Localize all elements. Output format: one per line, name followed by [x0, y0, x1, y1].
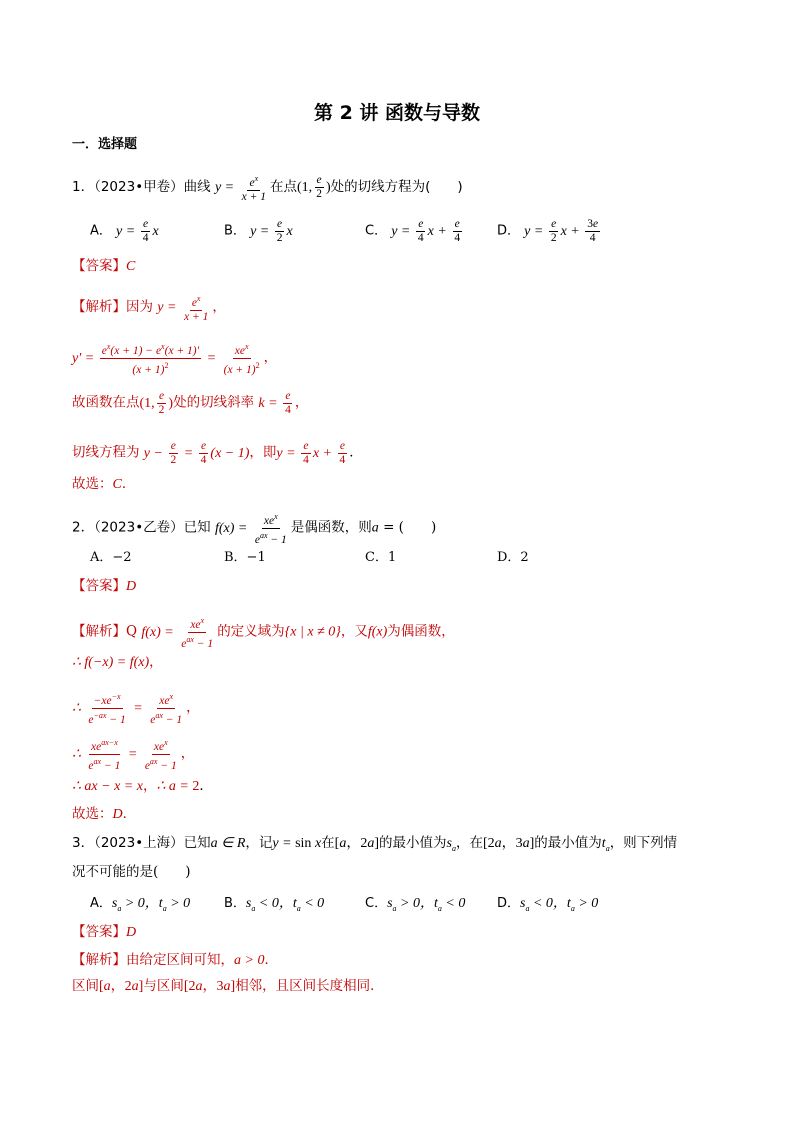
- q1-solution-line-2: y′ = $\frac{e^x(x + 1) - e^x(x + 1)'}{(x + 1)^2}$ = $\frac{xe^x}{(x + 1)^2}$ ，: [72, 342, 278, 376]
- q1-conclusion: 故选：C．: [72, 476, 136, 492]
- q2-solution-line-3: ∴ $\frac{-xe^{-x}}{e^{-ax} - 1}$ = $\frac{xe^x}{e^{ax} - 1}$ ，: [72, 692, 200, 726]
- q3-solution-line-1: 【解析】由给定区间可知，a > 0．: [72, 952, 278, 968]
- q3-option-b: B．$s_a < 0$，$t_a < 0$: [224, 896, 325, 913]
- q2-solution-line-2: ∴ f(−x) = f(x)，: [72, 654, 163, 670]
- q1-option-c: C． y = $\frac{e}{4}$ x + $\frac{e}{4}$: [365, 218, 461, 244]
- q3-option-a: A．$s_a > 0$，$t_a > 0$: [90, 896, 191, 913]
- q3-stem-line-1: 3．（2023•上海）已知a ∈ R，记y = sin x在[a，2a]的最小值为$s_a$，在[2a，3a]的最小值为$t_a$，则下列情: [72, 835, 678, 853]
- q1-option-b: B． y = $\frac{e}{2}$ x: [224, 218, 293, 244]
- page-title: 第 2 讲 函数与导数: [313, 102, 481, 124]
- q2-option-d: D．2: [497, 550, 529, 565]
- q3-solution-line-2: 区间[a，2a]与区间[2a，3a]相邻，且区间长度相同．: [72, 978, 384, 994]
- q2-solution-line-1: 【解析】Q f(x) = $\frac{xe^x}{e^{ax} - 1}$ 的定义域为{x | x ≠ 0}，又f(x)为偶函数，: [72, 616, 455, 650]
- q2-conclusion: 故选：D．: [72, 806, 137, 822]
- section-heading: 一．选择题: [72, 137, 138, 152]
- q3-answer: 【答案】D: [72, 924, 137, 940]
- q1-solution-line-4: 切线方程为 y − $\frac{e}{2}$ = $\frac{e}{4}$ (x − 1)，即y = $\frac{e}{4}$ x + $\frac{e}{4}$ ．: [72, 440, 363, 466]
- q2-option-a: A．−2: [90, 550, 132, 565]
- q3-option-d: D．$s_a < 0$，$t_a > 0$: [497, 896, 599, 913]
- q1-option-d: D． y = $\frac{e}{2}$ x + $\frac{3e}{4}$: [497, 218, 599, 244]
- q3-stem-line-2: 况不可能的是( ): [72, 864, 191, 880]
- q1-solution-line-3: 故函数在点(1, $\frac{e}{2}$ )处的切线斜率 k = $\frac{e}{4}$ ，: [72, 390, 309, 416]
- q2-answer: 【答案】D: [72, 578, 137, 594]
- q1-stem: 1．（2023•甲卷）曲线 y = $\frac{e^x}{x + 1}$ 在点(1, $\frac{e}{2}$ )处的切线方程为( ): [72, 174, 463, 203]
- q2-stem: 2．（2023•乙卷）已知 f(x) = $\frac{xe^x}{e^{ax} - 1}$ 是偶函数，则a = ( ): [72, 512, 437, 546]
- q1-option-a: A． y = $\frac{e}{4}$ x: [90, 218, 159, 244]
- q2-option-c: C．1: [365, 550, 397, 565]
- q3-option-c: C．$s_a > 0$，$t_a < 0$: [365, 896, 466, 913]
- q1-solution-line-1: 【解析】因为 y = $\frac{e^x}{x + 1}$ ，: [72, 294, 226, 323]
- q1-answer: 【答案】C: [72, 258, 136, 274]
- q2-solution-line-5: ∴ ax − x = x，∴ a = 2．: [72, 778, 213, 794]
- q2-option-b: B．−1: [224, 550, 266, 565]
- q2-solution-line-4: ∴ $\frac{xe^{ax-x}}{e^{ax} - 1}$ = $\frac{xe^x}{e^{ax} - 1}$ ，: [72, 738, 195, 772]
